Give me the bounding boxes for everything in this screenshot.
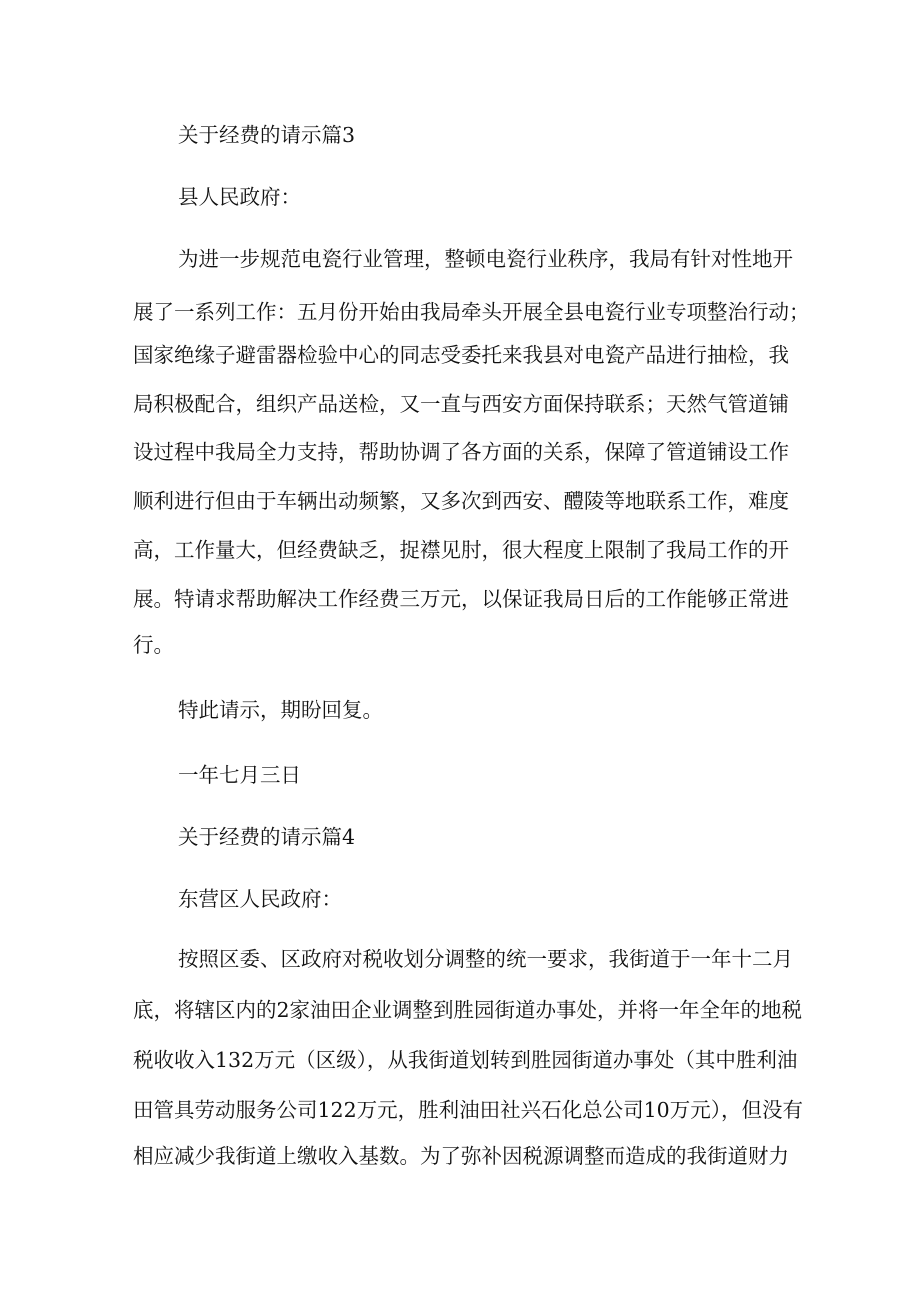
section3-body-line: 行。 xyxy=(133,633,174,657)
section4-body-line: 按照区委、区政府对税收划分调整的统一要求，我街道于一年十二月 xyxy=(178,947,793,971)
section3-body-line: 国家绝缘子避雷器检验中心的同志受委托来我县对电瓷产品进行抽检，我 xyxy=(133,343,789,367)
section3-body-line: 为进一步规范电瓷行业管理，整顿电瓷行业秩序，我局有针对性地开 xyxy=(178,247,793,271)
section4-body-line: 底，将辖区内的2家油田企业调整到胜园街道办事处，并将一年全年的地税 xyxy=(133,998,803,1022)
section3-body-line: 设过程中我局全力支持，帮助协调了各方面的关系，保障了管道铺设工作 xyxy=(133,440,789,464)
section3-recipient: 县人民政府： xyxy=(178,185,301,209)
section4-heading: 关于经费的请示篇4 xyxy=(178,825,356,849)
section3-body-line: 高，工作量大，但经费缺乏，捉襟见肘，很大程度上限制了我局工作的开 xyxy=(133,538,789,562)
section3-body-line: 顺利进行但由于车辆出动频繁，又多次到西安、醴陵等地联系工作，难度 xyxy=(133,489,789,513)
section3-body-line: 展。特请求帮助解决工作经费三万元，以保证我局日后的工作能够正常进 xyxy=(133,587,789,611)
section3-body-line: 局积极配合，组织产品送检，又一直与西安方面保持联系；天然气管道铺 xyxy=(133,392,789,416)
section3-date: 一年七月三日 xyxy=(178,763,301,787)
section4-body-line: 相应减少我街道上缴收入基数。为了弥补因税源调整而造成的我街道财力 xyxy=(133,1144,789,1168)
section4-body-line: 税收收入132万元（区级），从我街道划转到胜园街道办事处（其中胜利油 xyxy=(133,1048,798,1072)
section3-body-line: 展了一系列工作：五月份开始由我局牵头开展全县电瓷行业专项整治行动； xyxy=(133,300,810,324)
section4-recipient: 东营区人民政府： xyxy=(178,887,342,911)
section4-body-line: 田管具劳动服务公司122万元，胜利油田社兴石化总公司10万元），但没有 xyxy=(133,1098,803,1122)
section3-closing: 特此请示，期盼回复。 xyxy=(178,698,383,722)
section3-heading: 关于经费的请示篇3 xyxy=(178,123,356,147)
